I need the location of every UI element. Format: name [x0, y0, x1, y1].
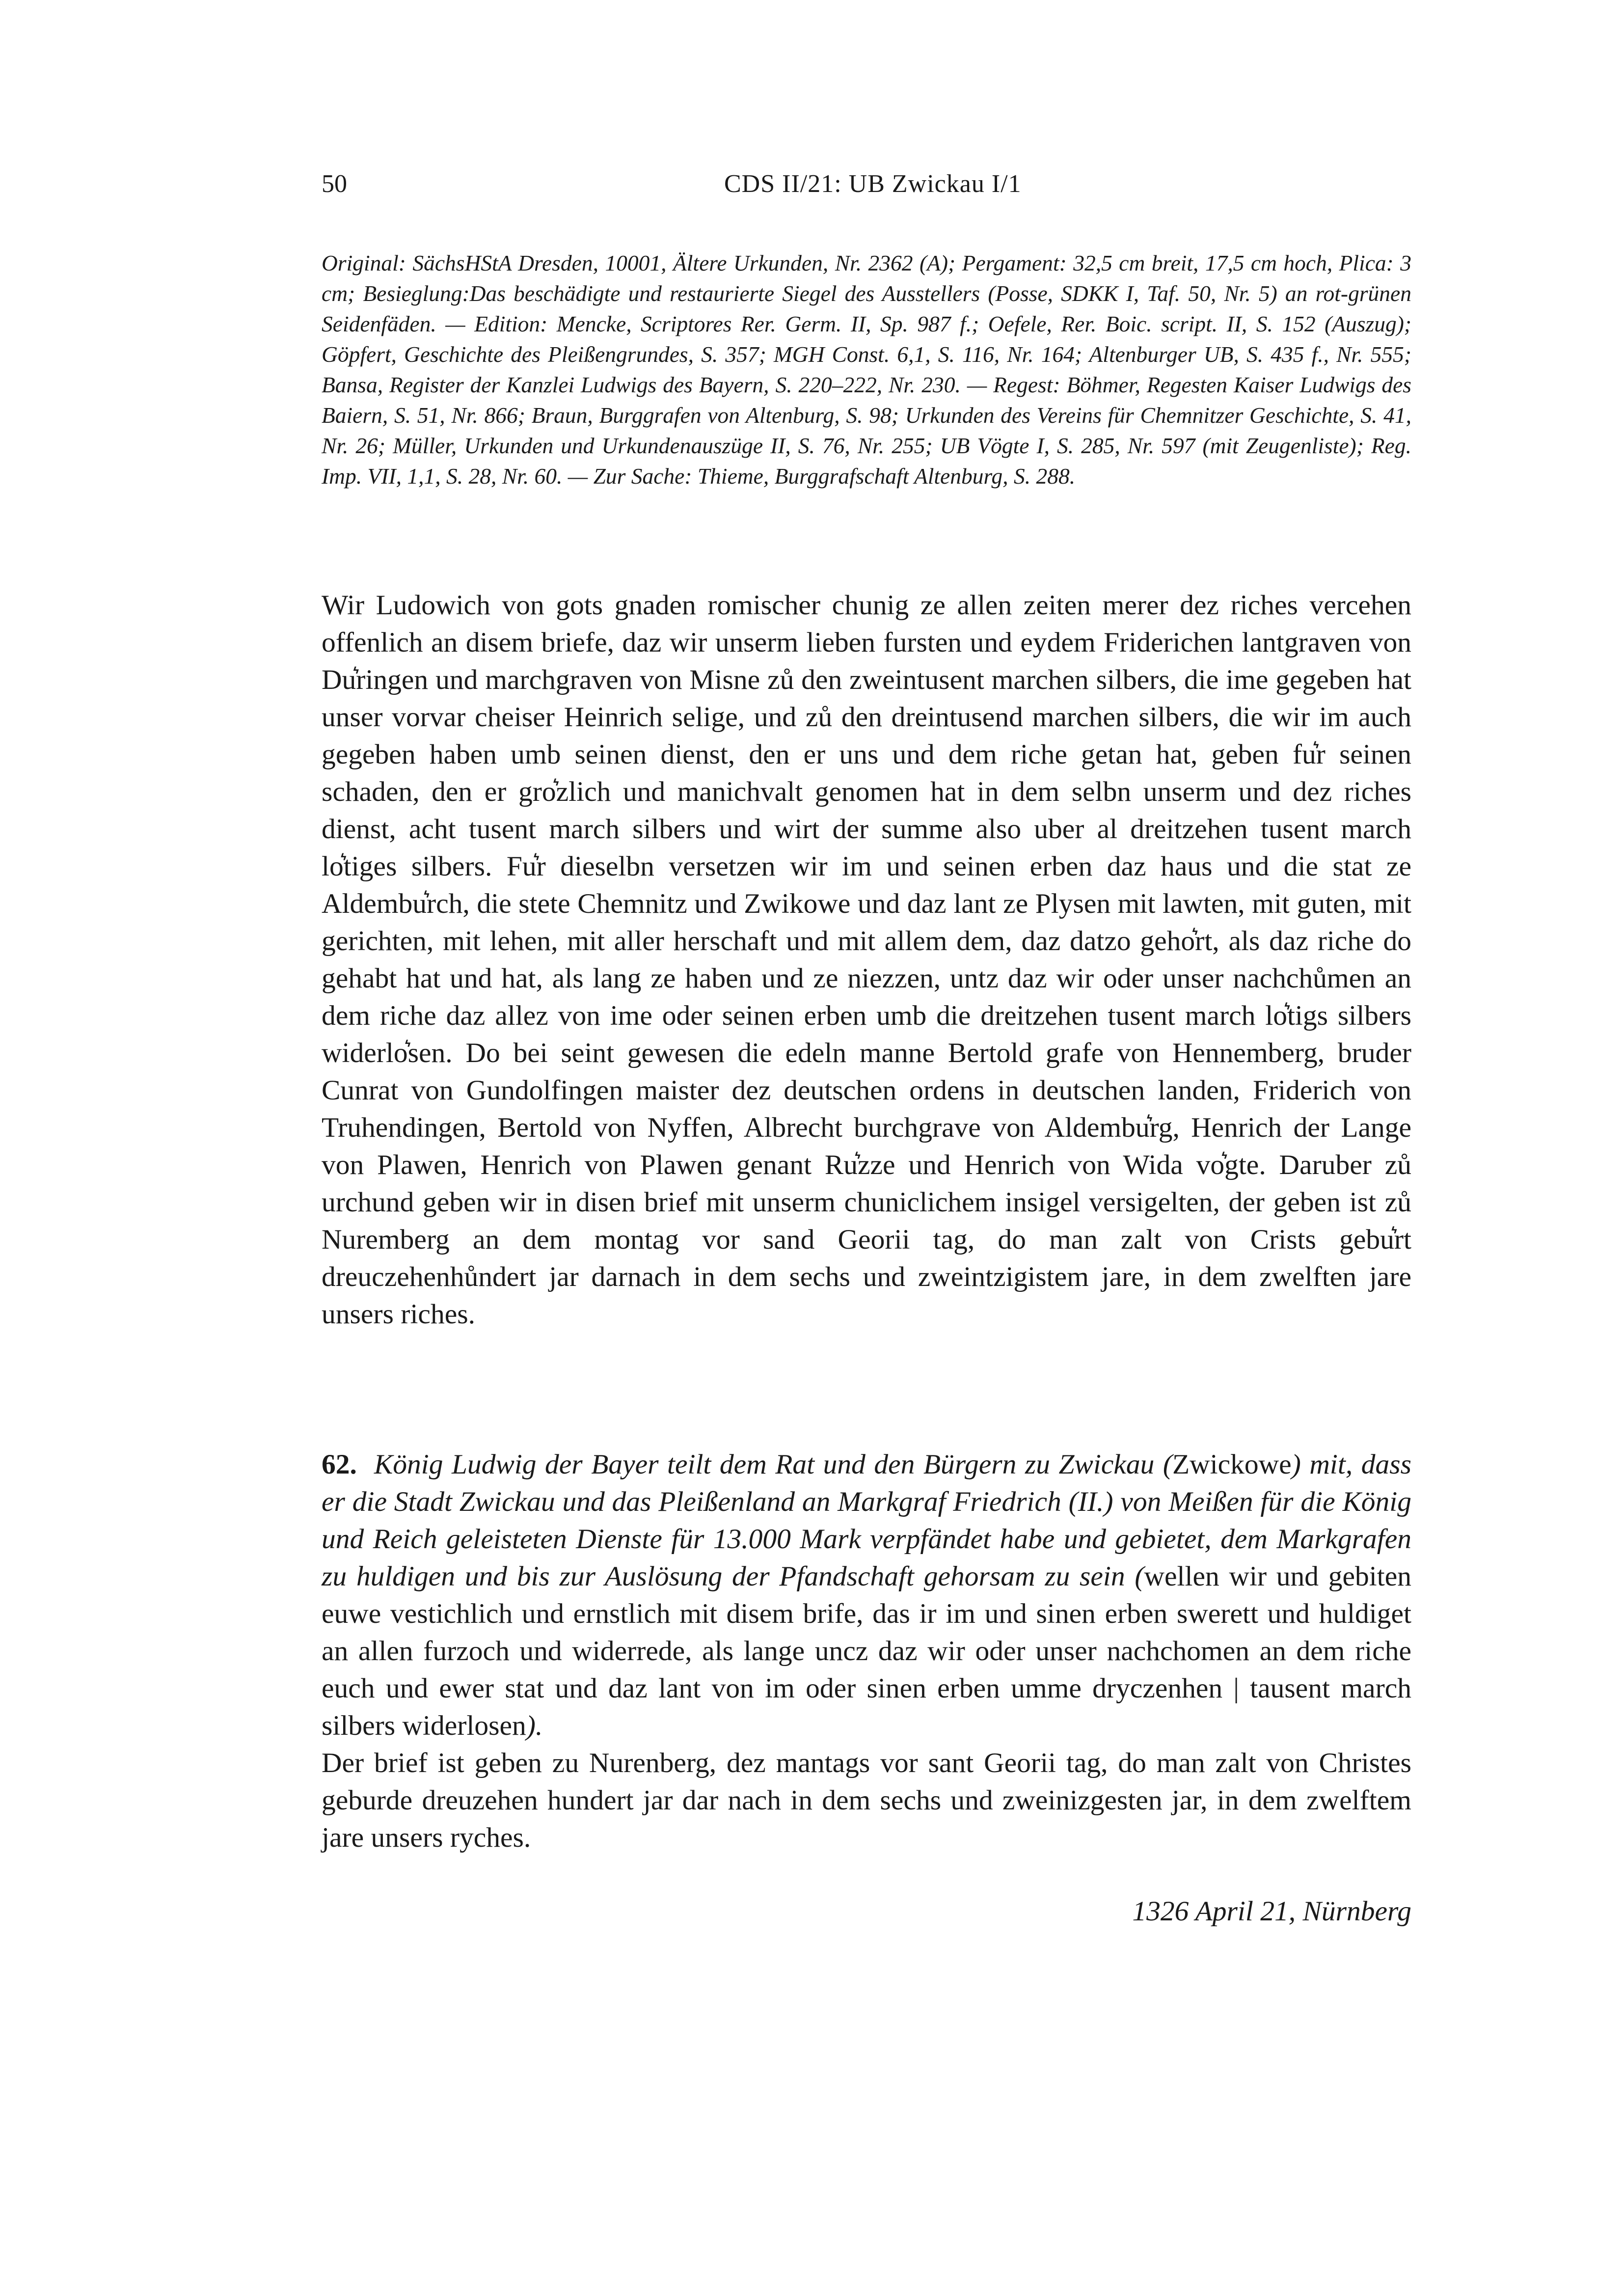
- source-notes-text: Original: SächsHStA Dresden, 10001, Ältere Urkunden, Nr. 2362 (A); Pergament: 32,5 cm breit, 17,5 cm hoch, Plica: 3 cm; Besieglung:Das beschädigte und restaurierte Siegel des Ausstellers (Posse, SDKK I, Taf. 50, Nr. 5) an rot-grünen Seidenfäden. — Edition: Mencke, Scriptores Rer. Germ. II, Sp. 987 f.; Oefele, Rer. Boic. script. II, S. 152 (Auszug); Göpfert, Geschichte des Pleißengrundes, S. 357; MGH Const. 6,1, S. 116, Nr. 164; Altenburger UB, S. 435 f., Nr. 555; Bansa, Register der Kanzlei Ludwigs des Bayern, S. 220–222, Nr. 230. — Regest: Böhmer, Regesten Kaiser Ludwigs des Baiern, S. 51, Nr. 866; Braun, Burggrafen von Altenburg, S. 98; Urkunden des Vereins für Chemnitzer Geschichte, S. 41, Nr. 26; Müller, Urkunden und Urkundenauszüge II, S. 76, Nr. 255; UB Vögte I, S. 285, Nr. 597 (mit Zeugenliste); Reg. Imp. VII, 1,1, S. 28, Nr. 60. — Zur Sache: Thieme, Burggrafschaft Altenburg, S. 288.: [322, 250, 1411, 489]
- document-entry: [322, 1446, 1411, 1857]
- regest-quote: wellen wir und gebiten euwe vestichlich und ernstlich mit disem brife, das ir im und sinen erben swerett und huldiget an allen furzoch und widerrede, als lange uncz daz wir oder unser nachchomen an dem riche euch und ewer stat und daz lant von im oder sinen erben umme dryczenhen | tausent march silbers widerlosen: [322, 1561, 1411, 1741]
- date-place-line: 1326 April 21, Nürnberg: [1132, 1896, 1411, 1927]
- document-number: 62.: [322, 1449, 357, 1480]
- running-title: CDS II/21: UB Zwickau I/1: [724, 170, 1022, 198]
- regest-text-part2: ) mit, dass er die Stadt Zwickau und das Pleißenland an Markgraf Friedrich (II.) von Meißen für die König und Reich geleisteten Dienste für 13.000 Mark verpfändet habe und gebietet, dem Markgrafen zu huldigen und bis zur Auslösung der Pfandschaft gehorsam zu sein (: [322, 1449, 1411, 1592]
- regest-place-name: Zwickowe: [1172, 1449, 1292, 1480]
- dating-paragraph: Der brief ist geben zu Nurenberg, dez mantags vor sant Georii tag, do man zalt von Christes geburde dreuzehen hundert jar dar nach in dem sechs und zweinizgesten jar, in dem zwelftem jare unsers ryches.: [322, 1748, 1411, 1853]
- page-header: [322, 164, 1411, 204]
- source-notes: [322, 248, 1411, 492]
- page-number: 50: [322, 170, 347, 198]
- charter-paragraph: Wir Ludowich von gots gnaden romischer chunig ze allen zeiten merer dez riches vercehen offenlich an disem briefe, daz wir unserm lieben fursten und eydem Friderichen lantgraven von Du͛ringen und marchgraven von Misne zů den zweintusent marchen silbers, die ime gegeben hat unser vorvar cheiser Heinrich selige, und zů den dreintusend marchen silbers, die wir im auch gegeben haben umb seinen dienst, den er uns und dem riche getan hat, geben fu͛r seinen schaden, den er gro͛zlich und manichvalt genomen hat in dem selbn unserm und dez riches dienst, acht tusent march silbers und wirt der summe also uber al dreitzehen tusent march lo͛tiges silbers. Fu͛r dieselbn versetzen wir im und seinen erben daz haus und die stat ze Aldembu͛rch, die stete Chemnitz und Zwikowe und daz lant ze Plysen mit lawten, mit guten, mit gerichten, mit lehen, mit aller herschaft und mit allem dem, daz datzo geho͛rt, als daz riche do gehabt hat und hat, als lang ze haben und ze niezzen, untz daz wir oder unser nachchůmen an dem riche daz allez von ime oder seinen erben umb die dreitzehen tusent march lo͛tigs silbers widerlo͛sen. Do bei seint gewesen die edeln manne Bertold grafe von Hennemberg, bruder Cunrat von Gundolfingen maister dez deutschen ordens in deutschen landen, Friderich von Truhendingen, Bertold von Nyffen, Albrecht burchgrave von Aldembu͛rg, Henrich der Lange von Plawen, Henrich von Plawen genant Ru͛zze und Henrich von Wida vo͛gte. Daruber zů urchund geben wir in disen brief mit unserm chuniclichem insigel versigelten, der geben ist zů Nuremberg an dem montag vor sand Georii tag, do man zalt von Crists gebu͛rt dreuczehenhůndert jar darnach in dem sechs und zweintzigistem jare, in dem zwelften jare unsers riches.: [322, 590, 1411, 1330]
- regest-text-part1: König Ludwig der Bayer teilt dem Rat und den Bürgern zu Zwickau (: [374, 1449, 1173, 1480]
- regest-text-end: ).: [526, 1710, 543, 1741]
- regest-paragraph: [322, 1446, 1411, 1745]
- charter-text: [322, 587, 1411, 1333]
